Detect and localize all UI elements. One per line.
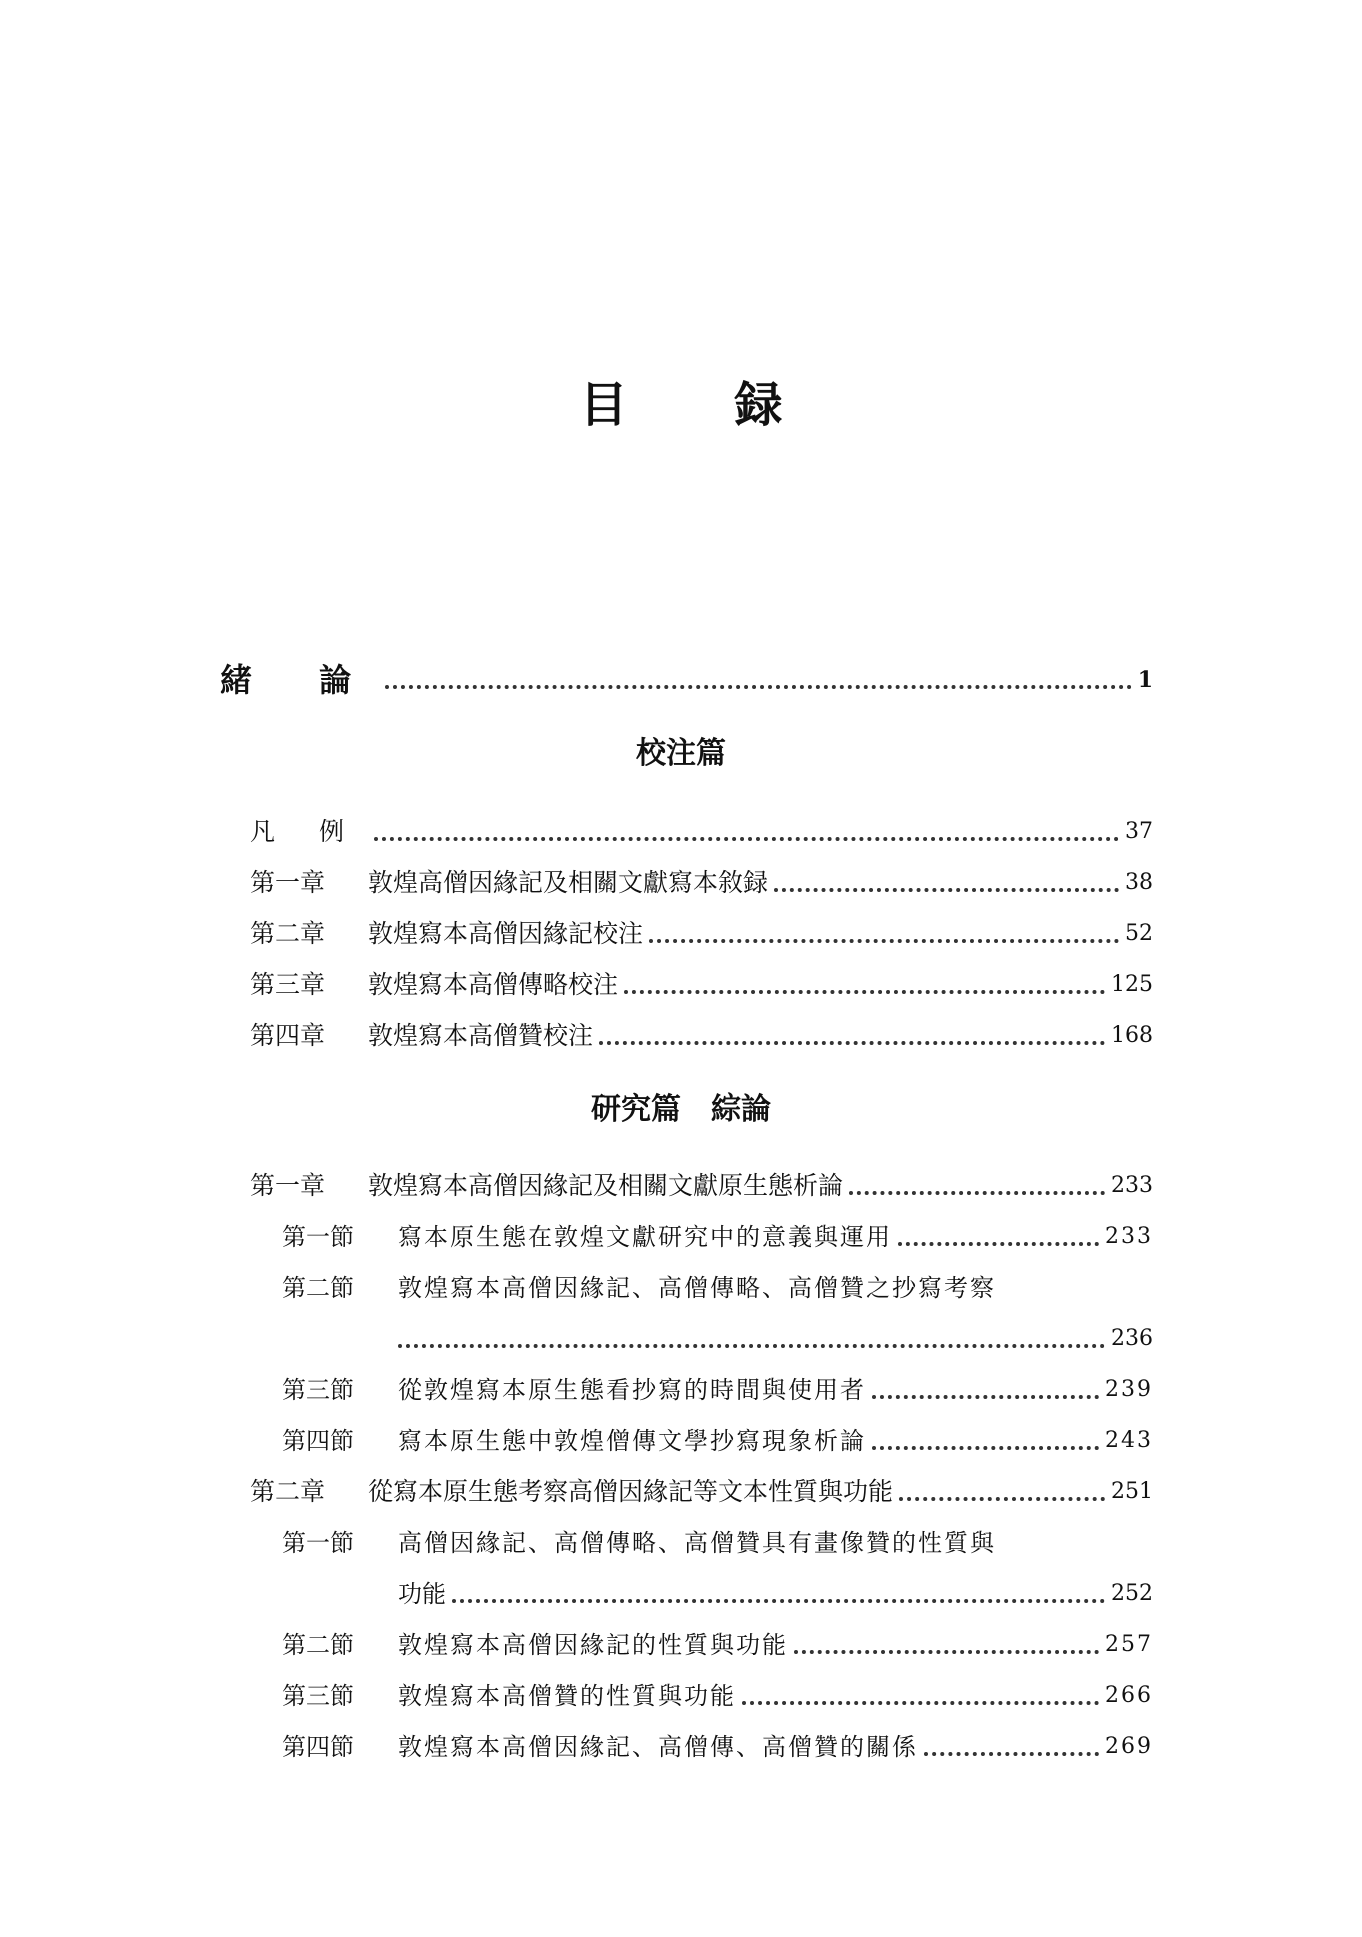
toc-label: 凡 例: [250, 817, 362, 846]
toc-entry-fanli[interactable]: [250, 810, 1153, 850]
leader-dots: [849, 1185, 1105, 1195]
section-title: 寫本原生態中敦煌僧傳文學抄寫現象析論: [398, 1427, 866, 1455]
toc-page-number: 243: [1105, 1428, 1153, 1453]
leader-dots: [898, 1236, 1099, 1246]
toc-entry-section[interactable]: [282, 1623, 1153, 1663]
toc-entry-chapter[interactable]: [250, 1164, 1153, 1204]
section-title: 敦煌寫本高僧贊的性質與功能: [398, 1682, 736, 1710]
section-number: 第三節: [282, 1376, 354, 1404]
chapter-number: 第一章: [250, 1171, 326, 1200]
toc-page-number: 1: [1137, 667, 1153, 693]
toc-page-number: 168: [1111, 1023, 1153, 1048]
toc-entry-chapter[interactable]: [250, 1470, 1153, 1510]
toc-entry-section[interactable]: [282, 1266, 1153, 1306]
leader-dots: [452, 1593, 1105, 1603]
toc-entry-chapter[interactable]: [250, 912, 1153, 952]
section-number: 第二節: [282, 1631, 354, 1659]
chapter-title: 敦煌高僧因緣記及相關文獻寫本敘録: [368, 868, 769, 897]
chapter-title: 敦煌寫本高僧贊校注: [368, 1021, 594, 1050]
chapter-number: 第二章: [250, 919, 326, 948]
leader-dots: [899, 1491, 1105, 1501]
leader-dots: [374, 831, 1119, 841]
toc-page-number: 52: [1125, 921, 1153, 946]
toc-label: 緒 論: [220, 661, 380, 699]
toc-page-number: 37: [1125, 819, 1153, 844]
toc-entry-section[interactable]: [282, 1419, 1153, 1459]
part-heading-collation: 校注篇: [636, 736, 726, 771]
toc-entry-section[interactable]: [282, 1368, 1153, 1408]
section-number: 第四節: [282, 1427, 354, 1455]
leader-dots: [872, 1389, 1099, 1399]
section-number: 第二節: [282, 1274, 354, 1302]
chapter-number: 第一章: [250, 868, 326, 897]
leader-dots: [385, 679, 1132, 689]
toc-page-number: 269: [1105, 1734, 1153, 1759]
section-title: 從敦煌寫本原生態看抄寫的時間與使用者: [398, 1376, 866, 1404]
leader-dots: [624, 984, 1105, 994]
toc-page-number: 38: [1125, 870, 1153, 895]
chapter-title: 從寫本原生態考察高僧因緣記等文本性質與功能: [368, 1477, 894, 1506]
section-number: 第三節: [282, 1682, 354, 1710]
toc-page-number: 233: [1111, 1173, 1153, 1198]
chapter-title: 敦煌寫本高僧傳略校注: [368, 970, 619, 999]
chapter-title: 敦煌寫本高僧因緣記及相關文獻原生態析論: [368, 1171, 844, 1200]
toc-page-number: 252: [1111, 1581, 1153, 1606]
leader-dots: [398, 1338, 1105, 1348]
section-title: 敦煌寫本高僧因緣記的性質與功能: [398, 1631, 788, 1659]
section-number: 第一節: [282, 1529, 354, 1557]
toc-entry-section[interactable]: [282, 1725, 1153, 1765]
toc-entry-section[interactable]: [282, 1674, 1153, 1714]
section-number: 第一節: [282, 1223, 354, 1251]
section-title-continuation: 功能: [398, 1580, 446, 1608]
section-title: 敦煌寫本高僧因緣記、高僧傳略、高僧贊之抄寫考察: [398, 1274, 996, 1302]
part-heading-research: 研究篇 綜論: [591, 1092, 771, 1127]
leader-dots: [649, 933, 1119, 943]
toc-entry-section-continuation[interactable]: [398, 1317, 1153, 1357]
leader-dots: [774, 882, 1119, 892]
toc-entry-chapter[interactable]: [250, 1014, 1153, 1054]
chapter-number: 第四章: [250, 1021, 326, 1050]
toc-entry-prelude[interactable]: [220, 658, 1153, 698]
toc-entry-chapter[interactable]: [250, 861, 1153, 901]
leader-dots: [924, 1746, 1099, 1756]
toc-page-number: 257: [1105, 1632, 1153, 1657]
chapter-number: 第三章: [250, 970, 326, 999]
toc-entry-section[interactable]: [282, 1215, 1153, 1255]
toc-page-number: 125: [1111, 972, 1153, 997]
leader-dots: [794, 1644, 1099, 1654]
toc-entry-chapter[interactable]: [250, 963, 1153, 1003]
chapter-number: 第二章: [250, 1477, 326, 1506]
section-title: 寫本原生態在敦煌文獻研究中的意義與運用: [398, 1223, 892, 1251]
section-title: 敦煌寫本高僧因緣記、高僧傳、高僧贊的關係: [398, 1733, 918, 1761]
leader-dots: [742, 1695, 1099, 1705]
toc-page-number: 239: [1105, 1377, 1153, 1402]
section-number: 第四節: [282, 1733, 354, 1761]
toc-page-number: 233: [1105, 1224, 1153, 1249]
chapter-title: 敦煌寫本高僧因緣記校注: [368, 919, 644, 948]
leader-dots: [872, 1440, 1099, 1450]
toc-page-number: 236: [1111, 1326, 1153, 1351]
section-title: 高僧因緣記、高僧傳略、高僧贊具有畫像贊的性質與: [398, 1529, 996, 1557]
toc-entry-section[interactable]: [282, 1521, 1153, 1561]
leader-dots: [599, 1035, 1105, 1045]
page-title: 目 録: [579, 377, 828, 433]
toc-page-number: 266: [1105, 1683, 1153, 1708]
toc-page-number: 251: [1111, 1479, 1153, 1504]
toc-entry-section-continuation[interactable]: [398, 1572, 1153, 1612]
